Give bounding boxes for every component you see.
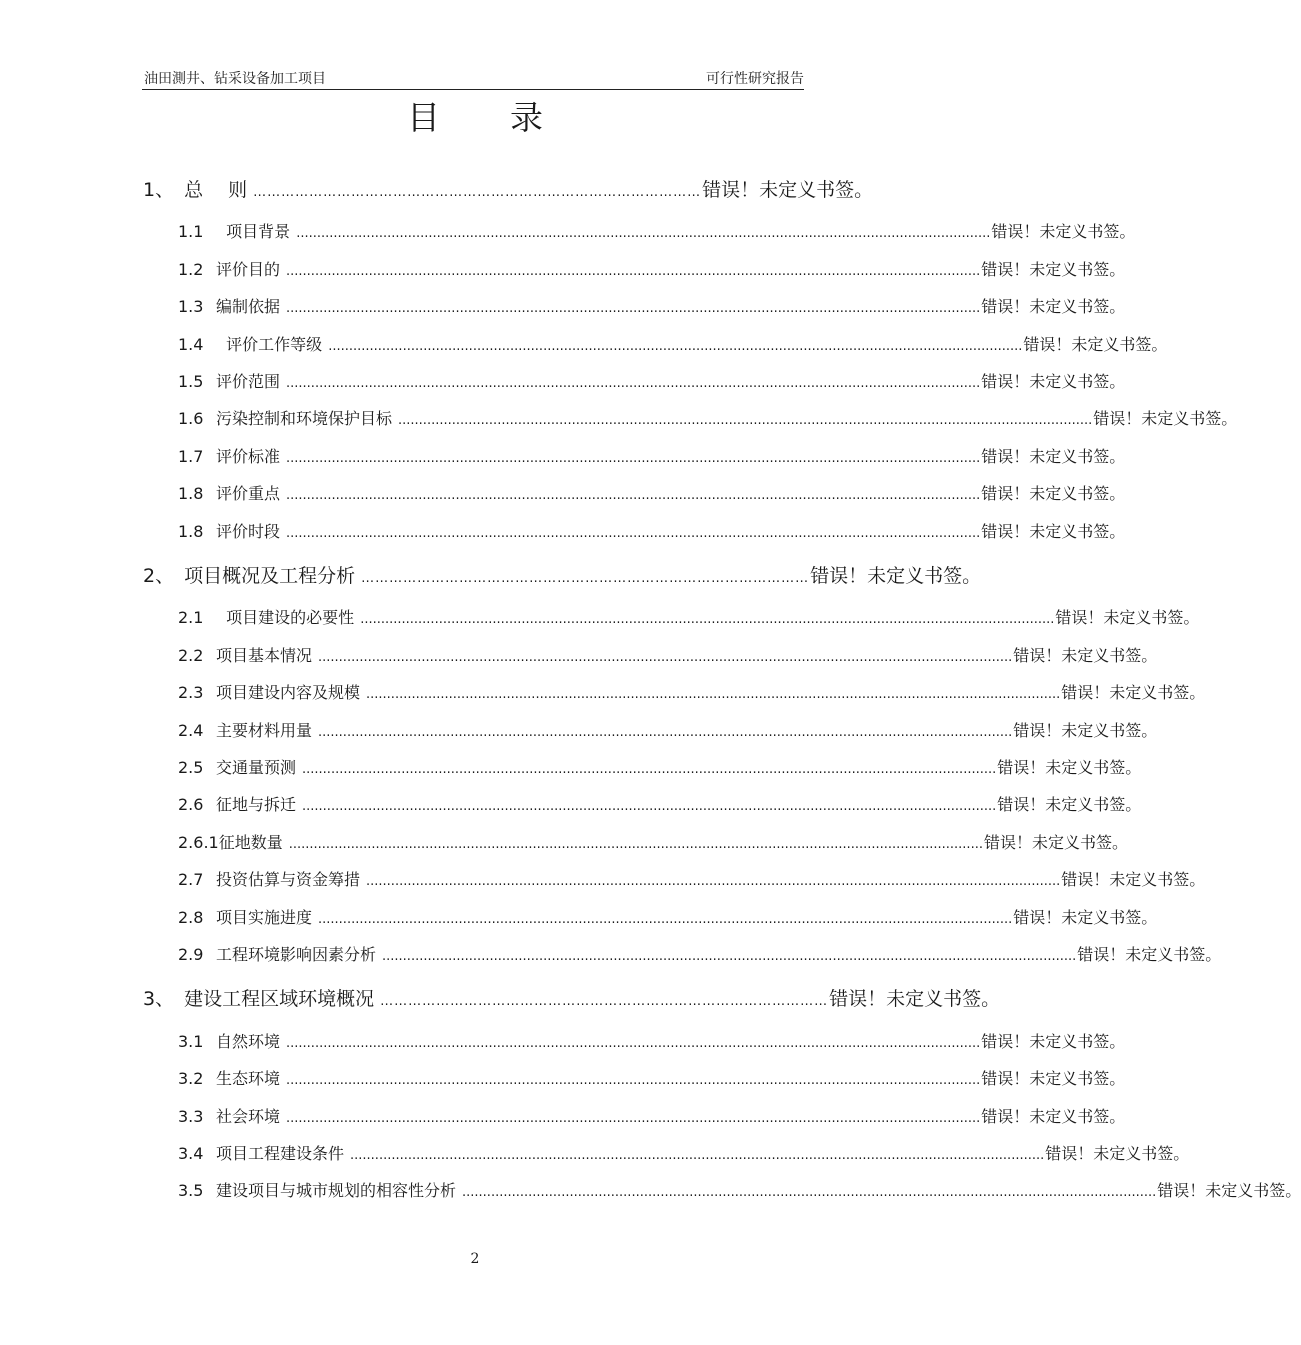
toc-page-reference: 错误！未定义书签。 — [981, 260, 1126, 279]
toc-chapter-entry[interactable] — [143, 564, 982, 591]
toc-entry-label — [178, 682, 360, 704]
toc-leader-dots: ........................................................................................................................................................................ — [286, 1036, 981, 1051]
toc-section-entry[interactable] — [178, 682, 1206, 706]
toc-leader-dots: ........................................................................................................................................................................ — [328, 339, 1023, 354]
toc-entry-title: 项目实施进度 — [216, 908, 313, 927]
toc-entry-title: 项目工程建设条件 — [216, 1144, 345, 1163]
toc-page-reference: 错误！未定义书签。 — [997, 795, 1142, 814]
toc-page-reference: 错误！未定义书签。 — [1023, 335, 1168, 354]
toc-page-reference: 错误！未定义书签。 — [981, 447, 1126, 466]
toc-page-reference: 错误！未定义书签。 — [1061, 870, 1206, 889]
toc-section-entry[interactable] — [178, 483, 1126, 507]
page-number: 2 — [470, 1251, 480, 1267]
toc-leader-dots: …………………………………………………………………………………… — [380, 994, 829, 1009]
toc-entry-title: 交通量预测 — [216, 758, 297, 777]
toc-entry-title: 项目建设内容及规模 — [216, 683, 361, 702]
header-report-type: 可行性研究报告 — [706, 71, 804, 87]
toc-entry-number: 2.8 — [178, 908, 204, 927]
toc-entry-title: 征地数量 — [218, 833, 283, 852]
toc-entry-label — [178, 720, 312, 742]
toc-section-entry[interactable] — [178, 408, 1238, 432]
toc-entry-label — [178, 1143, 344, 1165]
toc-entry-title: 项目背景 — [216, 222, 291, 241]
toc-section-entry[interactable] — [178, 720, 1158, 744]
toc-page-reference: 错误！未定义书签。 — [810, 565, 982, 587]
toc-leader-dots: ........................................................................................................................................................................ — [360, 612, 1055, 627]
toc-entry-title: 项目概况及工程分析 — [184, 565, 356, 587]
toc-entry-number: 1.3 — [178, 297, 204, 316]
toc-section-entry[interactable] — [178, 521, 1126, 545]
toc-entry-number: 3.1 — [178, 1032, 204, 1051]
toc-entry-label — [178, 944, 376, 966]
toc-entry-title: 项目建设的必要性 — [216, 608, 355, 627]
toc-leader-dots: ........................................................................................................................................................................ — [302, 762, 997, 777]
toc-entry-label — [178, 221, 290, 243]
toc-page-reference: 错误！未定义书签。 — [829, 988, 1001, 1010]
toc-entry-number: 2.6 — [178, 795, 204, 814]
toc-entry-number: 2.4 — [178, 721, 204, 740]
toc-entry-number: 3.3 — [178, 1107, 204, 1126]
toc-page-reference: 错误！未定义书签。 — [1013, 908, 1158, 927]
toc-page-reference: 错误！未定义书签。 — [981, 522, 1126, 541]
toc-page-reference: 错误！未定义书签。 — [1013, 646, 1158, 665]
toc-page-reference: 错误！未定义书签。 — [983, 833, 1128, 852]
toc-leader-dots: …………………………………………………………………………………… — [361, 571, 810, 586]
title-char-1: 目 — [407, 98, 440, 137]
toc-entry-label — [143, 178, 247, 202]
toc-section-entry[interactable] — [178, 221, 1136, 245]
toc-entry-number: 3.4 — [178, 1144, 204, 1163]
toc-page-reference: 错误！未定义书签。 — [1061, 683, 1206, 702]
toc-section-entry[interactable] — [178, 645, 1158, 669]
toc-entry-label — [178, 446, 280, 468]
toc-leader-dots: ........................................................................................................................................................................ — [318, 725, 1013, 740]
toc-leader-dots: ........................................................................................................................................................................ — [318, 650, 1013, 665]
toc-page-reference: 错误！未定义书签。 — [702, 179, 874, 201]
toc-leader-dots: ........................................................................................................................................................................ — [286, 264, 981, 279]
toc-entry-number: 2.1 — [178, 608, 204, 627]
toc-entry-title: 评价标准 — [216, 447, 281, 466]
toc-leader-dots: ........................................................................................................................................................................ — [288, 837, 983, 852]
toc-entry-title: 项目基本情况 — [216, 646, 313, 665]
toc-entry-label — [143, 564, 355, 588]
toc-section-entry[interactable] — [178, 1068, 1126, 1092]
toc-section-entry[interactable] — [178, 1180, 1301, 1204]
toc-entry-title: 评价重点 — [216, 484, 281, 503]
toc-entry-number: 1.4 — [178, 335, 204, 354]
toc-entry-label — [178, 259, 280, 281]
toc-entry-number: 2.3 — [178, 683, 204, 702]
toc-entry-number: 2.5 — [178, 758, 204, 777]
toc-page-reference: 错误！未定义书签。 — [981, 297, 1126, 316]
toc-leader-dots: ........................................................................................................................................................................ — [398, 413, 1093, 428]
toc-page-reference: 错误！未定义书签。 — [1055, 608, 1200, 627]
toc-entry-title: 建设项目与城市规划的相容性分析 — [216, 1181, 457, 1200]
toc-entry-title: 评价工作等级 — [216, 335, 323, 354]
toc-entry-number: 1.7 — [178, 447, 204, 466]
toc-page-reference: 错误！未定义书签。 — [981, 484, 1126, 503]
toc-section-entry[interactable] — [178, 944, 1222, 968]
toc-page-reference: 错误！未定义书签。 — [1013, 721, 1158, 740]
title-char-2: 录 — [510, 98, 543, 137]
toc-section-entry[interactable] — [178, 446, 1126, 470]
toc-entry-label — [178, 408, 392, 430]
toc-page-reference: 错误！未定义书签。 — [981, 1032, 1126, 1051]
toc-entry-title: 评价时段 — [216, 522, 281, 541]
toc-entry-label — [178, 607, 354, 629]
toc-section-entry[interactable] — [178, 907, 1158, 931]
toc-entry-label — [178, 334, 322, 356]
toc-entry-label — [178, 371, 280, 393]
toc-leader-dots: ........................................................................................................................................................................ — [302, 799, 997, 814]
toc-leader-dots: ........................................................................................................................................................................ — [286, 451, 981, 466]
toc-entry-number: 2.9 — [178, 945, 204, 964]
toc-entry-number: 1、 — [143, 179, 175, 201]
toc-section-entry[interactable] — [178, 334, 1168, 358]
toc-section-entry[interactable] — [178, 259, 1126, 283]
toc-page-reference: 错误！未定义书签。 — [1157, 1181, 1301, 1200]
toc-entry-number: 1.2 — [178, 260, 204, 279]
toc-section-entry[interactable] — [178, 371, 1126, 395]
toc-section-entry[interactable] — [178, 832, 1128, 856]
toc-page-reference: 错误！未定义书签。 — [991, 222, 1136, 241]
toc-section-entry[interactable] — [178, 1031, 1126, 1055]
toc-entry-number: 2、 — [143, 565, 175, 587]
toc-entry-title: 工程环境影响因素分析 — [216, 945, 377, 964]
toc-entry-label — [178, 832, 283, 854]
toc-page-reference: 错误！未定义书签。 — [981, 372, 1126, 391]
toc-entry-title: 评价范围 — [216, 372, 281, 391]
toc-entry-number: 1.6 — [178, 409, 204, 428]
toc-section-entry[interactable] — [178, 757, 1142, 781]
toc-entry-label — [178, 869, 360, 891]
toc-entry-number: 3.5 — [178, 1181, 204, 1200]
toc-leader-dots: ........................................................................................................................................................................ — [286, 376, 981, 391]
toc-entry-title: 主要材料用量 — [216, 721, 313, 740]
toc-section-entry[interactable] — [178, 869, 1206, 893]
toc-entry-label — [178, 483, 280, 505]
toc-entry-title: 自然环境 — [216, 1032, 281, 1051]
toc-section-entry[interactable] — [178, 794, 1142, 818]
toc-section-entry[interactable] — [178, 607, 1200, 631]
toc-leader-dots: ........................................................................................................................................................................ — [366, 874, 1061, 889]
toc-entry-label — [178, 1180, 456, 1202]
toc-leader-dots: ........................................................................................................................................................................ — [286, 526, 981, 541]
toc-entry-title: 投资估算与资金筹措 — [216, 870, 361, 889]
toc-page-reference: 错误！未定义书签。 — [997, 758, 1142, 777]
toc-leader-dots: ........................................................................................................................................................................ — [296, 226, 991, 241]
toc-entry-number: 1.1 — [178, 222, 204, 241]
toc-leader-dots: ........................................................................................................................................................................ — [350, 1148, 1045, 1163]
toc-entry-label — [178, 1068, 280, 1090]
toc-chapter-entry[interactable] — [143, 178, 874, 205]
toc-section-entry[interactable] — [178, 1143, 1190, 1167]
toc-chapter-entry[interactable] — [143, 987, 1001, 1014]
toc-entry-title: 征地与拆迁 — [216, 795, 297, 814]
toc-entry-title: 生态环境 — [216, 1069, 281, 1088]
header-project-name: 油田測井、钻采设备加工项目 — [144, 71, 326, 87]
toc-leader-dots: ........................................................................................................................................................................ — [366, 687, 1061, 702]
toc-entry-number: 1.8 — [178, 522, 204, 541]
toc-entry-label — [178, 1031, 280, 1053]
toc-page-reference: 错误！未定义书签。 — [1045, 1144, 1190, 1163]
toc-entry-label — [178, 296, 280, 318]
toc-leader-dots: …………………………………………………………………………………… — [253, 185, 702, 200]
toc-entry-number: 2.2 — [178, 646, 204, 665]
toc-entry-number: 1.5 — [178, 372, 204, 391]
toc-entry-title: 编制依据 — [216, 297, 281, 316]
toc-entry-label — [178, 757, 296, 779]
toc-page-reference: 错误！未定义书签。 — [981, 1069, 1126, 1088]
toc-leader-dots: ........................................................................................................................................................................ — [286, 1073, 981, 1088]
toc-entry-title: 总 则 — [184, 179, 248, 201]
toc-entry-title: 污染控制和环境保护目标 — [216, 409, 393, 428]
toc-entry-label — [143, 987, 374, 1011]
toc-entry-title: 社会环境 — [216, 1107, 281, 1126]
toc-entry-number: 3.2 — [178, 1069, 204, 1088]
toc-entry-number: 1.8 — [178, 484, 204, 503]
toc-page-reference: 错误！未定义书签。 — [981, 1107, 1126, 1126]
toc-leader-dots: ........................................................................................................................................................................ — [318, 912, 1013, 927]
toc-section-entry[interactable] — [178, 296, 1126, 320]
toc-leader-dots: ........................................................................................................................................................................ — [286, 1111, 981, 1126]
toc-entry-number: 2.7 — [178, 870, 204, 889]
toc-leader-dots: ........................................................................................................................................................................ — [286, 488, 981, 503]
toc-entry-label — [178, 907, 312, 929]
toc-section-entry[interactable] — [178, 1106, 1126, 1130]
toc-entry-label — [178, 645, 312, 667]
toc-leader-dots: ........................................................................................................................................................................ — [382, 949, 1077, 964]
toc-entry-label — [178, 794, 296, 816]
toc-leader-dots: ........................................................................................................................................................................ — [462, 1185, 1157, 1200]
toc-entry-title: 评价目的 — [216, 260, 281, 279]
toc-page-reference: 错误！未定义书签。 — [1093, 409, 1238, 428]
toc-entry-label — [178, 521, 280, 543]
toc-page-reference: 错误！未定义书签。 — [1077, 945, 1222, 964]
toc-entry-label — [178, 1106, 280, 1128]
toc-leader-dots: ........................................................................................................................................................................ — [286, 301, 981, 316]
toc-entry-number: 2.6.1 — [178, 833, 219, 852]
toc-entry-number: 3、 — [143, 988, 175, 1010]
toc-entry-title: 建设工程区域环境概况 — [184, 988, 375, 1010]
